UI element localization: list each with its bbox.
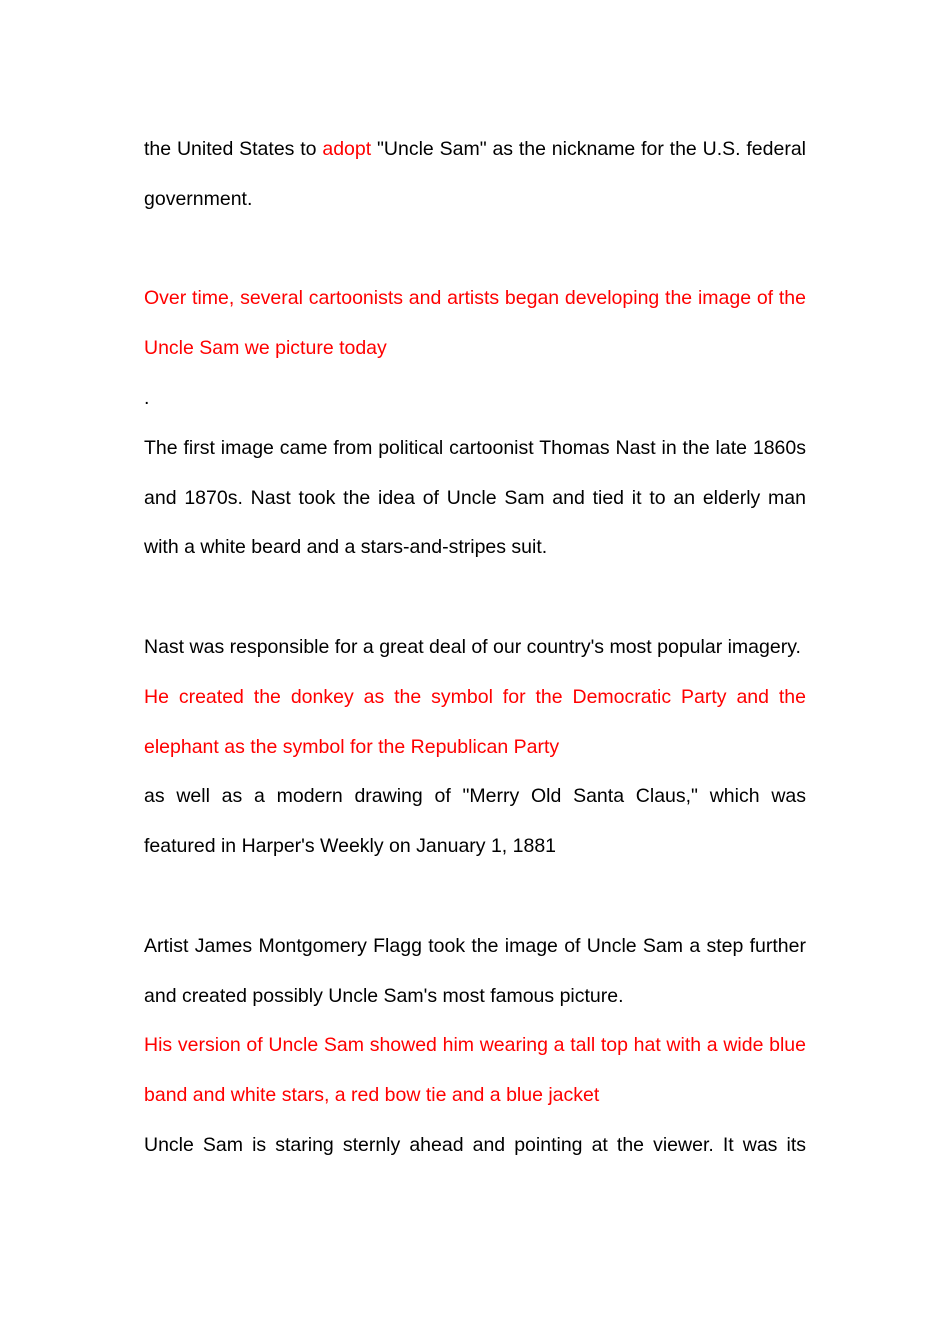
paragraph-nast-imagery: Nast was responsible for a great deal of our country's most popular imagery. xyxy=(144,635,801,658)
highlighted-paragraph-party-symbols: He created the donkey as the symbol for the Democratic Party and the elephant as the symbol for the Republican Party xyxy=(144,685,806,758)
document-page xyxy=(144,125,806,1171)
highlighted-paragraph-uncle-sam-outfit: His version of Uncle Sam showed him wearing a tall top hat with a wide blue band and white stars, a red bow tie and a blue jacket xyxy=(144,1034,806,1107)
paragraph-gap xyxy=(144,573,806,623)
paragraph-period: . xyxy=(144,386,150,409)
paragraph-gap xyxy=(144,225,806,275)
paragraph-gap xyxy=(144,872,806,922)
highlighted-paragraph-image-development: Over time, several cartoonists and artists began developing the image of the Uncle Sam we picture today xyxy=(144,287,806,360)
paragraph-flagg: Artist James Montgomery Flagg took the image of Uncle Sam a step further and created possibly Uncle Sam's most famous picture. xyxy=(144,934,806,1007)
paragraph-santa-claus: as well as a modern drawing of "Merry Old Santa Claus," which was featured in Harper's Weekly on January 1, 1881 xyxy=(144,785,806,858)
paragraph-thomas-nast: The first image came from political cartoonist Thomas Nast in the late 1860s and 1870s. Nast took the idea of Uncle Sam and tied it to an elderly man with a white beard and a stars-and-stripes suit. xyxy=(144,436,806,559)
paragraph-nickname-start: the United States to xyxy=(144,138,323,160)
paragraph-staring: Uncle Sam is staring sternly ahead and pointing at the viewer. It was its xyxy=(144,1133,806,1156)
paragraph-nickname-end: "Uncle Sam" as the nickname for the U.S. federal government. xyxy=(144,138,806,210)
paragraph-nickname xyxy=(144,125,806,225)
highlighted-word-adopt: adopt xyxy=(322,138,372,160)
